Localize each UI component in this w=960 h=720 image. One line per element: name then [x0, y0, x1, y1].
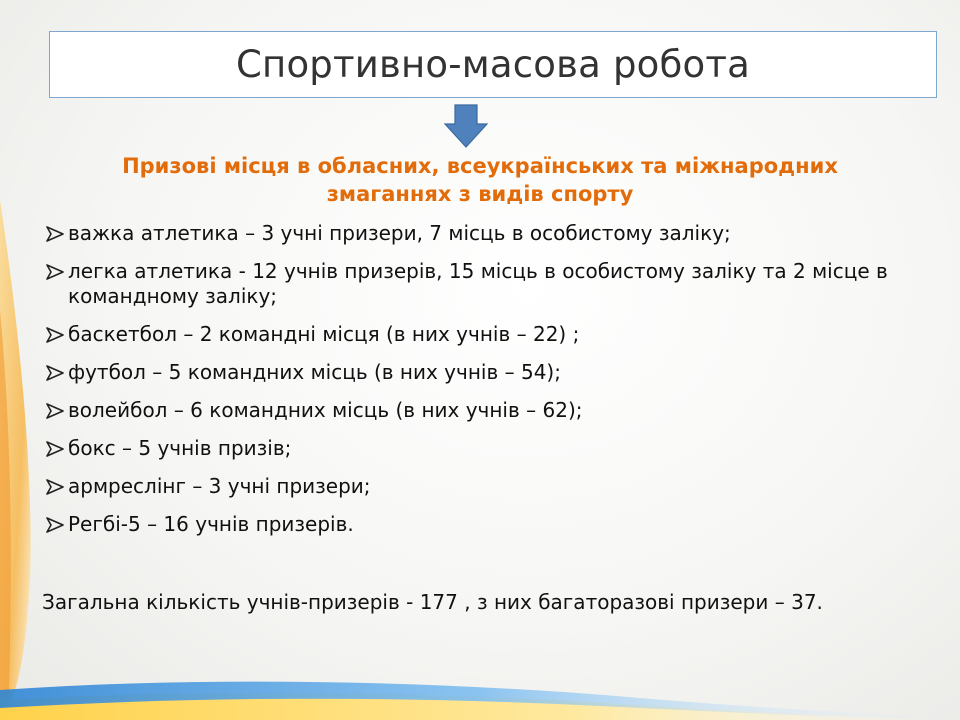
title-box — [49, 31, 937, 98]
list-item — [46, 474, 906, 499]
arrow-bullet-icon — [46, 441, 64, 457]
list-item-text: волейбол – 6 командних місць (в них учнів – 62); — [68, 398, 583, 422]
list-item-text: армреслінг – 3 учні призери; — [68, 474, 371, 498]
list-item-text: легка атлетика - 12 учнів призерів, 15 місць в особистому заліку та 2 місце в командному заліку; — [68, 259, 888, 308]
list-item — [46, 398, 906, 423]
summary-text: Загальна кількість учнів-призерів - 177 , з них багаторазові призери – 37. — [42, 590, 823, 614]
list-item-text: футбол – 5 командних місць (в них учнів – 54); — [68, 360, 561, 384]
slide-subtitle: Призові місця в обласних, всеукраїнських та міжнародних змаганнях з видів спорту — [122, 154, 838, 206]
arrow-down-icon — [444, 104, 488, 148]
arrow-bullet-icon — [46, 479, 64, 495]
slide-title: Спортивно-масова робота — [236, 43, 750, 86]
list-item-text: Регбі-5 – 16 учнів призерів. — [68, 512, 354, 536]
arrow-bullet-icon — [46, 327, 64, 343]
arrow-bullet-icon — [46, 403, 64, 419]
list-item-text: баскетбол – 2 командні місця (в них учнів – 22) ; — [68, 322, 580, 346]
list-item — [46, 360, 906, 385]
arrow-bullet-icon — [46, 517, 64, 533]
achievements-list — [46, 221, 906, 550]
arrow-bullet-icon — [46, 226, 64, 242]
list-item — [46, 436, 906, 461]
list-item — [46, 221, 906, 246]
list-item — [46, 512, 906, 537]
arrow-bullet-icon — [46, 264, 64, 280]
list-item — [46, 322, 906, 347]
list-item-text: бокс – 5 учнів призів; — [68, 436, 292, 460]
arrow-bullet-icon — [46, 365, 64, 381]
list-item — [46, 259, 906, 309]
list-item-text: важка атлетика – 3 учні призери, 7 місць в особистому заліку; — [68, 221, 731, 245]
